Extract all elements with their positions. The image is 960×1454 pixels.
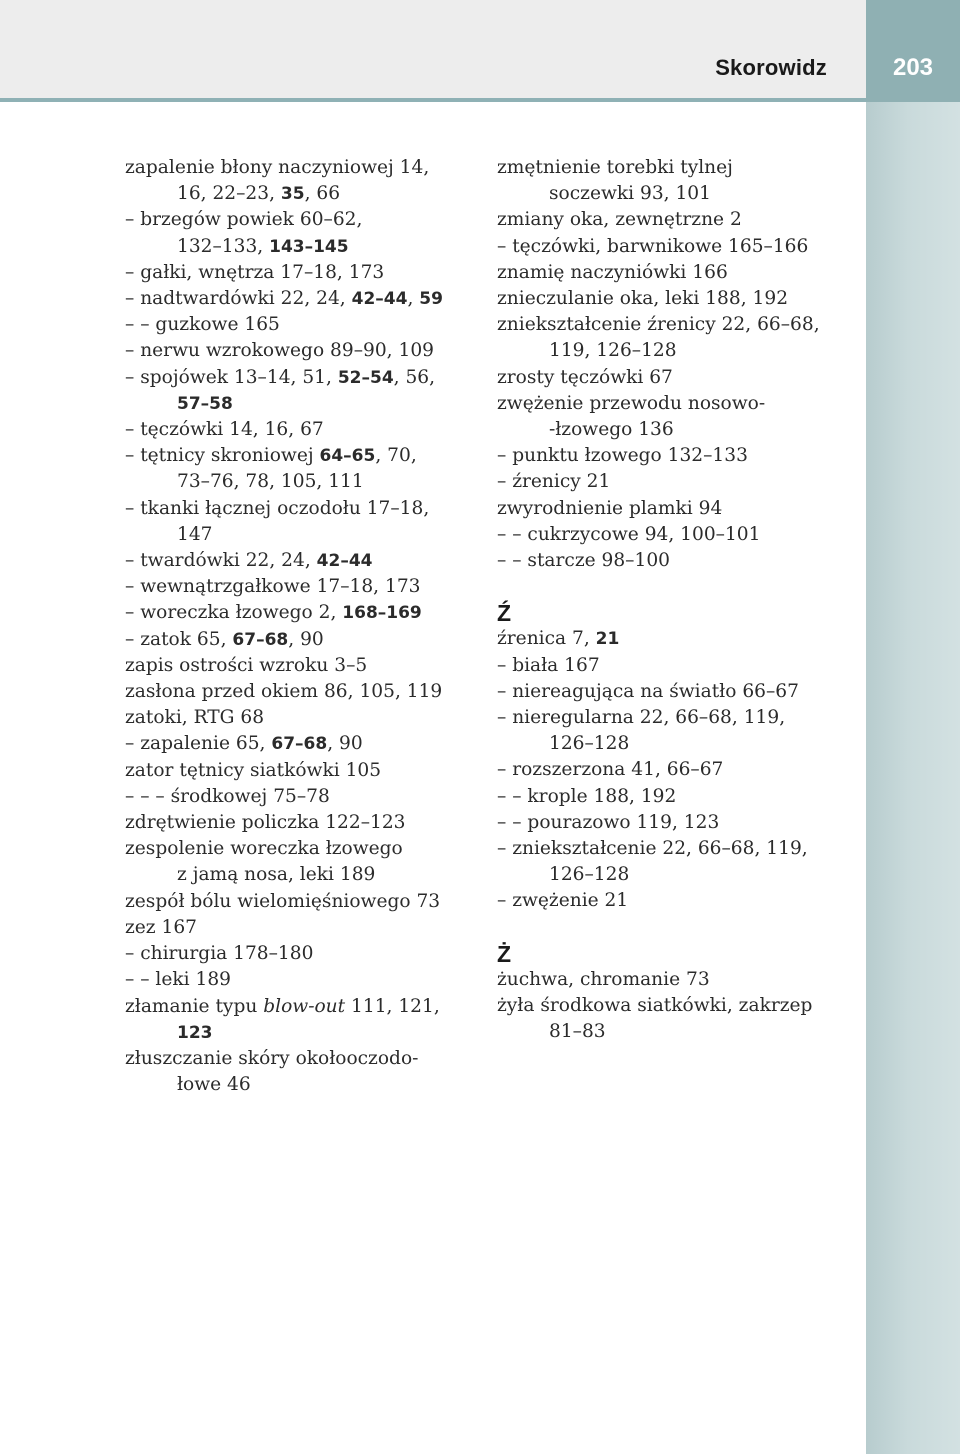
- index-entry: zwyrodnienie plamki 94: [497, 497, 723, 519]
- index-entry: – gałki, wnętrza 17–18, 173: [125, 261, 385, 283]
- index-letter-heading: Ż: [497, 940, 512, 967]
- index-entry-continuation: 81–83: [549, 1021, 606, 1043]
- index-entry-continuation: -łzowego 136: [549, 419, 674, 441]
- index-entry: – – krople 188, 192: [497, 785, 677, 807]
- index-entry: zapalenie błony naczyniowej 14,: [125, 157, 430, 178]
- index-letter-heading: Ź: [497, 600, 512, 627]
- index-entry: – zwężenie 21: [497, 890, 629, 912]
- index-entry: zrosty tęczówki 67: [497, 366, 673, 388]
- thumb-tab: [866, 0, 960, 1454]
- index-entry: żuchwa, chromanie 73: [497, 968, 710, 990]
- index-entry: – nerwu wzrokowego 89–90, 109: [125, 340, 434, 362]
- index-entry: – punktu łzowego 132–133: [497, 445, 748, 467]
- index-entry: – spojówek 13–14, 51, 52–54, 56,: [125, 366, 436, 388]
- header-band: [0, 0, 866, 100]
- index-column-left: [125, 155, 470, 1098]
- index-entry-continuation: 73–76, 78, 105, 111: [177, 471, 364, 493]
- index-entry: złamanie typu blow-out 111, 121,: [125, 995, 440, 1017]
- index-entry-continuation: 126–128: [549, 733, 630, 755]
- index-entry: – tkanki łącznej oczodołu 17–18,: [125, 497, 430, 519]
- index-entry: – tęczówki, barwnikowe 165–166: [497, 235, 809, 257]
- index-entry-continuation: 147: [177, 523, 213, 545]
- thumb-tab-head: [866, 0, 960, 102]
- index-entry-continuation: 57–58: [177, 393, 233, 414]
- index-entry: – – starcze 98–100: [497, 550, 670, 572]
- index-entry: – zniekształcenie 22, 66–68, 119,: [497, 838, 808, 860]
- index-entry: – – – środkowej 75–78: [125, 785, 330, 807]
- index-entry: – woreczka łzowego 2, 168–169: [125, 602, 422, 624]
- index-entry: zniekształcenie źrenicy 22, 66–68,: [497, 314, 820, 336]
- index-entry: – źrenicy 21: [497, 471, 611, 493]
- index-entry-continuation: 16, 22–23, 35, 66: [177, 183, 341, 205]
- index-entry: zasłona przed okiem 86, 105, 119: [125, 681, 443, 703]
- index-entry: – – pourazowo 119, 123: [497, 811, 720, 833]
- index-entry: znamię naczyniówki 166: [497, 261, 728, 283]
- index-entry-continuation: soczewki 93, 101: [549, 183, 711, 205]
- index-entry: zdrętwienie policzka 122–123: [125, 812, 406, 834]
- page-header: [0, 0, 960, 102]
- index-entry: – chirurgia 178–180: [125, 943, 314, 965]
- index-entry-continuation: 123: [177, 1022, 213, 1043]
- index-entry-continuation: 126–128: [549, 864, 630, 886]
- index-entry: – rozszerzona 41, 66–67: [497, 759, 724, 781]
- header-rule: [0, 98, 866, 102]
- index-entry: zez 167: [125, 916, 197, 938]
- index-entry: zespolenie woreczka łzowego: [125, 838, 403, 860]
- index-entry: źrenica 7, 21: [497, 628, 620, 650]
- index-entry-continuation: z jamą nosa, leki 189: [177, 864, 376, 886]
- index-entry: – zatok 65, 67–68, 90: [125, 628, 324, 650]
- page-number: 203: [892, 54, 934, 81]
- index-entry: – niereagująca na światło 66–67: [497, 680, 799, 702]
- index-entry: – – cukrzycowe 94, 100–101: [497, 523, 761, 545]
- index-entry: – – leki 189: [125, 969, 231, 991]
- section-title: Skorowidz: [715, 55, 827, 80]
- index-entry: – – guzkowe 165: [125, 314, 280, 336]
- index-entry: zator tętnicy siatkówki 105: [125, 759, 382, 781]
- index-entry: złuszczanie skóry okołooczodo-: [125, 1047, 419, 1069]
- index-entry: zapis ostrości wzroku 3–5: [125, 654, 368, 676]
- index-entry: zwężenie przewodu nosowo-: [497, 392, 766, 414]
- index-entry: zmiany oka, zewnętrzne 2: [497, 209, 742, 231]
- index-entry-continuation: 119, 126–128: [549, 340, 677, 362]
- index-entry: – brzegów powiek 60–62,: [125, 209, 363, 231]
- index-entry: żyła środkowa siatkówki, zakrzep: [497, 995, 813, 1017]
- index-entry-continuation: 132–133, 143–145: [177, 235, 349, 257]
- index-entry: zespół bólu wielomięśniowego 73: [125, 890, 441, 912]
- index-entry: – nieregularna 22, 66–68, 119,: [497, 707, 786, 729]
- index-entry: – tęczówki 14, 16, 67: [125, 419, 324, 441]
- index-column-right: [497, 155, 837, 1046]
- index-entry: zatoki, RTG 68: [125, 707, 265, 729]
- index-entry: – biała 167: [497, 654, 600, 676]
- index-entry: – zapalenie 65, 67–68, 90: [125, 733, 363, 755]
- index-entry: znieczulanie oka, leki 188, 192: [497, 288, 789, 310]
- index-entry: zmętnienie torebki tylnej: [497, 157, 733, 178]
- index-entry: – wewnątrzgałkowe 17–18, 173: [125, 576, 421, 598]
- index-entry: – nadtwardówki 22, 24, 42–44, 59: [125, 288, 443, 310]
- index-entry: – twardówki 22, 24, 42–44: [125, 550, 373, 572]
- index-entry-continuation: łowe 46: [177, 1074, 251, 1096]
- index-entry: – tętnicy skroniowej 64–65, 70,: [125, 445, 417, 467]
